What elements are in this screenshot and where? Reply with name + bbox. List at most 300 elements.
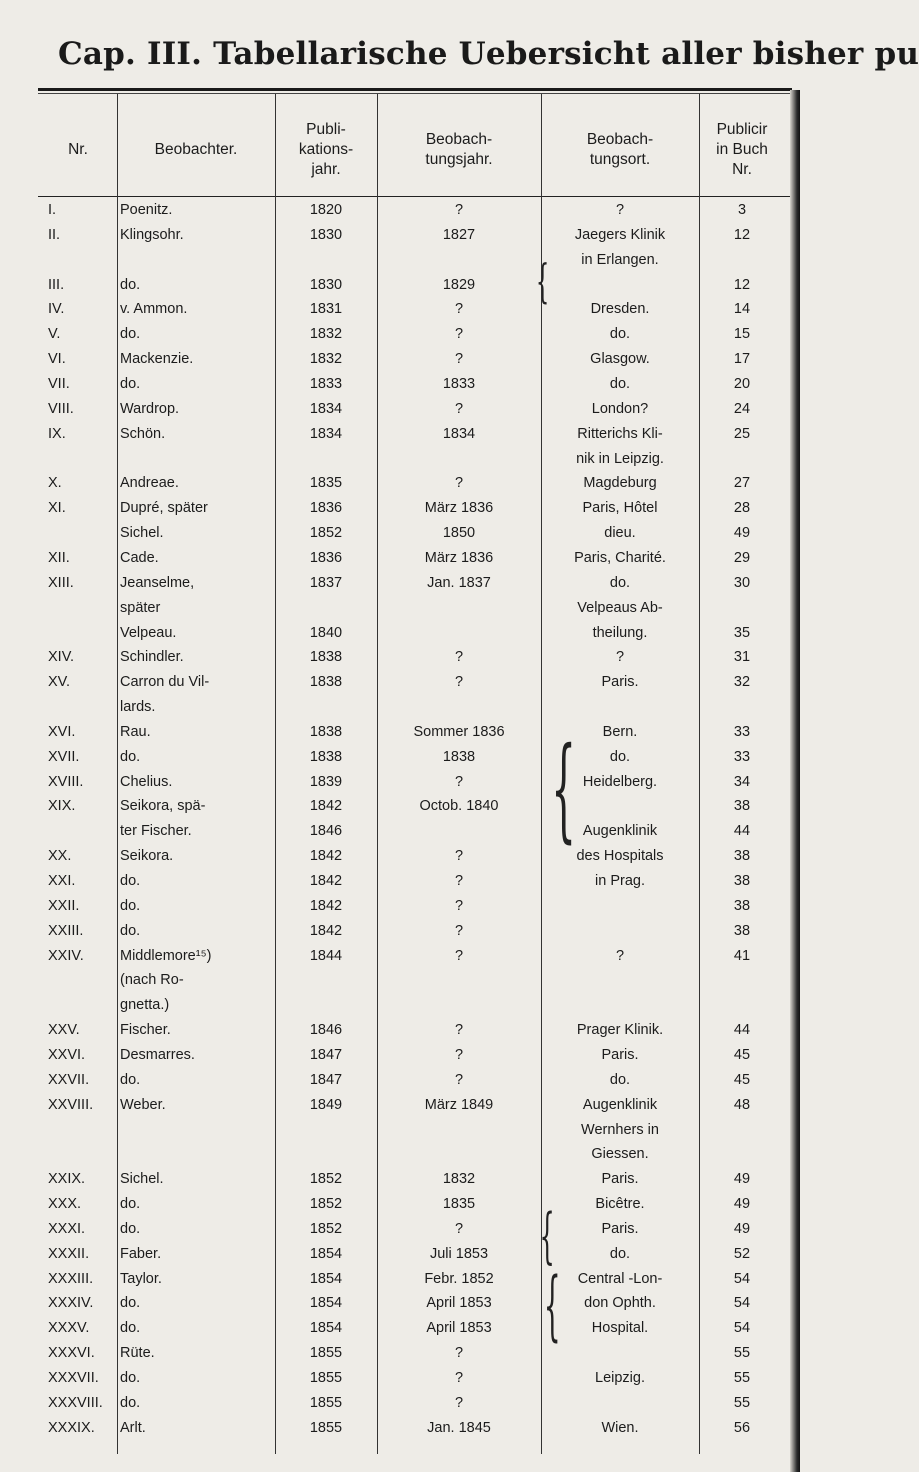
header-obs-year-line: tungsjahr.	[425, 151, 493, 168]
observer-cell: (nach Ro-	[120, 972, 184, 989]
observer-cell: Sichel.	[120, 525, 164, 541]
observer-cell: v. Ammon.	[120, 301, 188, 318]
observer-cell: do.	[120, 897, 141, 914]
publication-year-cell: 1842	[309, 897, 343, 914]
publication-year-cell: 1854	[309, 1245, 343, 1262]
observation-year-cell: Febr. 1852	[424, 1270, 494, 1287]
publication-year-cell: 1852	[309, 1196, 343, 1212]
publication-year-cell: 1854	[309, 1320, 343, 1337]
observation-place-cell: ?	[615, 947, 625, 964]
observer-cell: Wardrop.	[120, 400, 180, 417]
observer-cell: Weber.	[120, 1096, 166, 1113]
page-title: Cap. III. Tabellarische Uebersicht aller bisher pu	[58, 36, 919, 72]
row-number: XXVIII.	[48, 1096, 94, 1113]
publication-year-cell: 1834	[309, 425, 343, 442]
table-row	[0, 349, 800, 369]
observation-place-cell: do.	[609, 1071, 631, 1088]
book-number-cell: 45	[733, 1071, 751, 1088]
observer-cell: Taylor.	[120, 1270, 162, 1287]
book-number-cell: 17	[733, 351, 751, 368]
row-number: XII.	[48, 549, 70, 566]
observation-year-cell: Jan. 1845	[427, 1419, 491, 1436]
table-row	[0, 225, 800, 245]
observation-year-cell: März 1849	[424, 1096, 494, 1113]
table-row	[0, 1293, 800, 1313]
publication-year-cell: 1839	[309, 773, 343, 790]
publication-year-cell: 1849	[309, 1096, 343, 1113]
observer-cell: Sichel.	[120, 1171, 164, 1188]
book-number-cell: 49	[733, 1171, 751, 1188]
book-number-cell: 32	[733, 674, 751, 691]
table-row	[0, 921, 800, 941]
header-place	[542, 112, 698, 188]
publication-year-cell: 1835	[309, 475, 343, 492]
observation-place-cell: Augenklinik	[582, 823, 658, 840]
observation-place-cell: Wernhers in	[581, 1121, 659, 1138]
row-number: XXXV.	[48, 1320, 90, 1337]
observation-place-cell: in Erlangen.	[581, 251, 659, 268]
observer-cell: ter Fischer.	[120, 823, 192, 840]
observation-place-cell: ?	[615, 649, 625, 666]
book-number-cell: 12	[733, 226, 751, 243]
book-number-cell: 31	[733, 649, 751, 666]
table-row	[0, 871, 800, 891]
row-number: XXI.	[48, 873, 76, 889]
observation-place-cell: don Ophth.	[584, 1295, 656, 1312]
observer-cell: später	[120, 599, 161, 616]
header-separator	[38, 196, 792, 197]
observer-cell: gnetta.)	[120, 997, 170, 1014]
observation-year-cell: ?	[454, 1370, 464, 1386]
publication-year-cell: 1855	[309, 1345, 343, 1362]
observation-year-cell: ?	[454, 301, 464, 318]
publication-year-cell: 1844	[309, 947, 343, 964]
observation-year-cell: ?	[454, 1071, 464, 1088]
observation-place-cell: Paris.	[601, 1171, 639, 1188]
observation-year-cell: Sommer 1836	[413, 723, 505, 740]
observation-place-cell: Ritterichs Kli-	[577, 425, 663, 442]
observation-year-cell: ?	[454, 351, 464, 368]
row-number: XXXVI.	[48, 1345, 95, 1362]
observer-cell: do.	[120, 276, 141, 293]
table-row	[0, 250, 800, 270]
row-number: VII.	[48, 376, 70, 392]
table-row	[0, 573, 800, 593]
row-number: XXIV.	[48, 947, 84, 964]
observation-year-cell: ?	[454, 873, 464, 889]
book-number-cell: 3	[737, 202, 747, 218]
header-book-line: in Buch	[716, 141, 768, 158]
table-row	[0, 498, 800, 518]
header-book	[700, 112, 784, 188]
publication-year-cell: 1846	[309, 1022, 343, 1039]
publication-year-cell: 1855	[309, 1419, 343, 1436]
book-number-cell: 34	[733, 773, 751, 790]
row-number: XXV.	[48, 1022, 80, 1039]
observation-place-cell: do.	[609, 326, 631, 343]
header-nr-label: Nr.	[68, 141, 88, 158]
publication-year-cell: 1832	[309, 326, 343, 343]
observer-cell: Arlt.	[120, 1419, 146, 1436]
book-number-cell: 20	[733, 376, 751, 392]
publication-year-cell: 1854	[309, 1270, 343, 1287]
observation-place-cell: Paris, Hôtel	[582, 500, 658, 517]
observation-place-cell: Giessen.	[591, 1146, 649, 1163]
book-number-cell: 29	[733, 549, 751, 566]
observer-cell: Fischer.	[120, 1022, 171, 1039]
book-number-cell: 38	[733, 798, 751, 815]
book-number-cell: 15	[733, 326, 751, 343]
observer-cell: Cade.	[120, 549, 159, 566]
book-number-cell: 55	[733, 1394, 751, 1411]
observation-year-cell: ?	[454, 1022, 464, 1039]
observation-place-cell: Hospital.	[591, 1320, 649, 1337]
observer-cell: Schön.	[120, 425, 166, 442]
table-row	[0, 1144, 800, 1164]
observation-place-cell: Glasgow.	[590, 351, 650, 368]
book-number-cell: 25	[733, 425, 751, 442]
observation-year-cell: Juli 1853	[429, 1245, 489, 1262]
table-row	[0, 598, 800, 618]
table-row	[0, 1343, 800, 1363]
observation-place-cell: Heidelberg.	[582, 773, 658, 790]
row-number: XXIX.	[48, 1171, 86, 1188]
publication-year-cell: 1837	[309, 574, 343, 591]
row-number: XXXIV.	[48, 1295, 94, 1312]
header-pub-year-line: jahr.	[311, 161, 341, 178]
row-number: XIII.	[48, 574, 74, 591]
book-number-cell: 14	[733, 301, 751, 318]
table-row	[0, 623, 800, 643]
publication-year-cell: 1842	[309, 873, 343, 889]
book-number-cell: 44	[733, 823, 751, 840]
bracket-london: {	[539, 1201, 555, 1271]
row-number: XXXVII.	[48, 1370, 99, 1386]
publication-year-cell: 1840	[309, 624, 343, 641]
observer-cell: do.	[120, 326, 141, 343]
observation-place-cell: do.	[609, 748, 631, 765]
observation-year-cell: ?	[454, 1345, 464, 1362]
publication-year-cell: 1836	[309, 549, 343, 566]
observation-place-cell: dieu.	[604, 525, 636, 541]
observer-cell: Seikora.	[120, 848, 174, 865]
row-number: III.	[48, 276, 65, 293]
row-number: XXVII.	[48, 1071, 90, 1088]
table-row	[0, 1418, 800, 1438]
row-number: V.	[48, 326, 61, 343]
table-row	[0, 275, 800, 295]
observation-year-cell: 1829	[442, 276, 476, 293]
book-number-cell: 38	[733, 848, 751, 865]
row-number: XXXIX.	[48, 1419, 95, 1436]
observation-place-cell: Central -Lon-	[577, 1270, 663, 1287]
row-number: IV.	[48, 301, 65, 318]
observation-year-cell: April 1853	[426, 1320, 492, 1337]
table-row	[0, 1219, 800, 1239]
observation-year-cell: April 1853	[426, 1295, 492, 1312]
observation-place-cell: Augenklinik	[582, 1096, 658, 1113]
observation-year-cell: Jan. 1837	[427, 574, 491, 591]
table-row	[0, 548, 800, 568]
observation-year-cell: 1832	[442, 1171, 476, 1188]
book-number-cell: 27	[733, 475, 751, 492]
observation-year-cell: ?	[454, 773, 464, 790]
observation-year-cell: ?	[454, 1220, 464, 1237]
row-number: XVI.	[48, 723, 76, 740]
book-number-cell: 33	[733, 723, 751, 740]
table-row	[0, 473, 800, 493]
observation-year-cell: ?	[454, 400, 464, 417]
bracket-erlangen: {	[536, 254, 550, 308]
book-number-cell: 45	[733, 1046, 751, 1063]
observation-year-cell: ?	[454, 947, 464, 964]
row-number: IX.	[48, 425, 66, 442]
publication-year-cell: 1838	[309, 674, 343, 691]
row-number: II.	[48, 226, 61, 243]
row-number: XIV.	[48, 649, 75, 666]
observation-year-cell: 1835	[442, 1196, 476, 1212]
observer-cell: Faber.	[120, 1245, 162, 1262]
row-number: XVII.	[48, 748, 80, 765]
book-number-cell: 38	[733, 897, 751, 914]
observation-place-cell: Leipzig.	[595, 1370, 645, 1386]
table-row	[0, 523, 800, 543]
book-number-cell: 30	[733, 574, 751, 591]
publication-year-cell: 1852	[309, 525, 343, 541]
book-number-cell: 41	[733, 947, 751, 964]
observation-place-cell: do.	[609, 1245, 631, 1262]
table-row	[0, 1368, 800, 1388]
observer-cell: Dupré, später	[120, 500, 208, 517]
table-row	[0, 846, 800, 866]
publication-year-cell: 1838	[309, 748, 343, 765]
observer-cell: lards.	[120, 699, 156, 715]
book-number-cell: 54	[733, 1320, 751, 1337]
observation-place-cell: Wien.	[601, 1419, 639, 1436]
observation-place-cell: Paris.	[601, 1220, 639, 1237]
header-obs-year-line: Beobach-	[425, 131, 493, 148]
table-row	[0, 697, 800, 717]
row-number: XXII.	[48, 897, 80, 914]
table-row	[0, 324, 800, 344]
header-observer-label: Beobachter.	[154, 141, 238, 158]
observer-cell: do.	[120, 1320, 141, 1337]
publication-year-cell: 1831	[309, 301, 343, 318]
table-row	[0, 747, 800, 767]
observer-cell: Chelius.	[120, 773, 173, 790]
header-pub-year-line: kations-	[298, 141, 354, 158]
book-number-cell: 52	[733, 1245, 751, 1262]
observer-cell: do.	[120, 1370, 141, 1386]
row-number: XXVI.	[48, 1046, 86, 1063]
publication-year-cell: 1842	[309, 922, 343, 939]
observation-year-cell: 1833	[442, 376, 476, 392]
row-number: XXXIII.	[48, 1270, 94, 1287]
observation-year-cell: ?	[454, 326, 464, 343]
header-place-line: tungsort.	[589, 151, 651, 168]
book-number-cell: 35	[733, 624, 751, 641]
table-row	[0, 1269, 800, 1289]
publication-year-cell: 1830	[309, 226, 343, 243]
book-number-cell: 12	[733, 276, 751, 293]
publication-year-cell: 1838	[309, 649, 343, 666]
observer-cell: Rüte.	[120, 1345, 155, 1362]
publication-year-cell: 1852	[309, 1220, 343, 1237]
book-number-cell: 56	[733, 1419, 751, 1436]
observation-year-cell: ?	[454, 475, 464, 492]
publication-year-cell: 1833	[309, 376, 343, 392]
row-number: VI.	[48, 351, 66, 368]
book-number-cell: 48	[733, 1096, 751, 1113]
book-number-cell: 44	[733, 1022, 751, 1039]
table-row	[0, 772, 800, 792]
observation-place-cell: Prager Klinik.	[576, 1022, 664, 1039]
publication-year-cell: 1854	[309, 1295, 343, 1312]
page-edge-shadow	[790, 90, 800, 1472]
table-row	[0, 399, 800, 419]
observer-cell: Klingsohr.	[120, 226, 184, 243]
table-row	[0, 424, 800, 444]
bracket-leipzig: {	[543, 1260, 561, 1349]
row-number: XXXVIII.	[48, 1394, 103, 1411]
table-row	[0, 1020, 800, 1040]
header-obs-year	[378, 112, 540, 188]
header-observer	[118, 112, 274, 188]
publication-year-cell: 1847	[309, 1046, 343, 1063]
book-number-cell: 55	[733, 1370, 751, 1386]
top-rule	[38, 88, 792, 91]
table-row	[0, 821, 800, 841]
table-row	[0, 1045, 800, 1065]
observer-cell: Schindler.	[120, 649, 184, 666]
book-number-cell: 38	[733, 873, 751, 889]
table-row	[0, 796, 800, 816]
observer-cell: do.	[120, 1394, 141, 1411]
row-number: X.	[48, 475, 62, 492]
row-number: XIX.	[48, 798, 76, 815]
observation-place-cell: Bicêtre.	[595, 1196, 645, 1212]
observation-year-cell: ?	[454, 674, 464, 691]
observation-place-cell: theilung.	[592, 624, 648, 641]
observation-place-cell: nik in Leipzig.	[576, 450, 664, 467]
observer-cell: do.	[120, 748, 141, 765]
book-number-cell: 49	[733, 525, 751, 541]
table-row	[0, 1169, 800, 1189]
row-number: XX.	[48, 848, 72, 865]
observation-place-cell: do.	[609, 376, 631, 392]
table-row	[0, 449, 800, 469]
observation-year-cell: 1850	[442, 525, 476, 541]
observer-cell: Poenitz.	[120, 202, 173, 218]
observer-cell: Jeanselme,	[120, 574, 195, 591]
row-number: XI.	[48, 500, 66, 517]
observer-cell: do.	[120, 873, 141, 889]
table-row	[0, 1070, 800, 1090]
observer-cell: do.	[120, 1196, 141, 1212]
book-number-cell: 24	[733, 400, 751, 417]
observation-place-cell: Bern.	[602, 723, 638, 740]
publication-year-cell: 1842	[309, 848, 343, 865]
table-row	[0, 722, 800, 742]
row-number: XXXI.	[48, 1220, 86, 1237]
observation-place-cell: Paris, Charité.	[574, 549, 666, 566]
table-row	[0, 1095, 800, 1115]
table-row	[0, 374, 800, 394]
table-row	[0, 200, 800, 220]
book-number-cell: 54	[733, 1295, 751, 1312]
row-number: XXX.	[48, 1196, 82, 1212]
observation-year-cell: ?	[454, 649, 464, 666]
observation-year-cell: März 1836	[424, 549, 494, 566]
publication-year-cell: 1855	[309, 1394, 343, 1411]
observation-year-cell: 1838	[442, 748, 476, 765]
publication-year-cell: 1832	[309, 351, 343, 368]
table-row	[0, 970, 800, 990]
observation-place-cell: des Hospitals	[576, 848, 664, 865]
observation-year-cell: ?	[454, 1046, 464, 1063]
table-row	[0, 1244, 800, 1264]
header-nr	[40, 112, 116, 188]
observation-place-cell: Paris.	[601, 1046, 639, 1063]
table-row	[0, 995, 800, 1015]
observation-year-cell: 1827	[442, 226, 476, 243]
observation-year-cell: ?	[454, 848, 464, 865]
row-number: XXIII.	[48, 922, 84, 939]
table-row	[0, 647, 800, 667]
book-number-cell: 33	[733, 748, 751, 765]
table-row	[0, 1120, 800, 1140]
table-row	[0, 896, 800, 916]
publication-year-cell: 1842	[309, 798, 343, 815]
observer-cell: Carron du Vil-	[120, 674, 210, 691]
publication-year-cell: 1846	[309, 823, 343, 840]
table-row	[0, 1318, 800, 1338]
book-number-cell: 54	[733, 1270, 751, 1287]
observation-year-cell: März 1836	[424, 500, 494, 517]
observation-place-cell: Paris.	[601, 674, 639, 691]
observation-place-cell: ?	[615, 202, 625, 218]
book-number-cell: 49	[733, 1196, 751, 1212]
header-book-line: Publicir	[716, 121, 768, 138]
book-number-cell: 55	[733, 1345, 751, 1362]
book-number-cell: 49	[733, 1220, 751, 1237]
observation-year-cell: ?	[454, 1394, 464, 1411]
row-number: XV.	[48, 674, 71, 691]
observer-cell: do.	[120, 1220, 141, 1237]
publication-year-cell: 1836	[309, 500, 343, 517]
observer-cell: Mackenzie.	[120, 351, 194, 368]
table-row	[0, 1393, 800, 1413]
observer-cell: Desmarres.	[120, 1046, 195, 1063]
publication-year-cell: 1855	[309, 1370, 343, 1386]
publication-year-cell: 1834	[309, 400, 343, 417]
observer-cell: do.	[120, 376, 141, 392]
observation-place-cell: Velpeaus Ab-	[577, 599, 663, 616]
row-number: XXXII.	[48, 1245, 90, 1262]
publication-year-cell: 1852	[309, 1171, 343, 1188]
observer-cell: Middlemore¹⁵)	[120, 947, 212, 964]
table-row	[0, 299, 800, 319]
observation-year-cell: ?	[454, 897, 464, 914]
observation-year-cell: ?	[454, 202, 464, 218]
observer-cell: Rau.	[120, 723, 151, 740]
observer-cell: Velpeau.	[120, 624, 177, 641]
observation-place-cell: Jaegers Klinik	[574, 226, 666, 243]
table-row	[0, 1194, 800, 1214]
observer-cell: Seikora, spä-	[120, 798, 206, 815]
observer-cell: do.	[120, 922, 141, 939]
observer-cell: do.	[120, 1295, 141, 1312]
